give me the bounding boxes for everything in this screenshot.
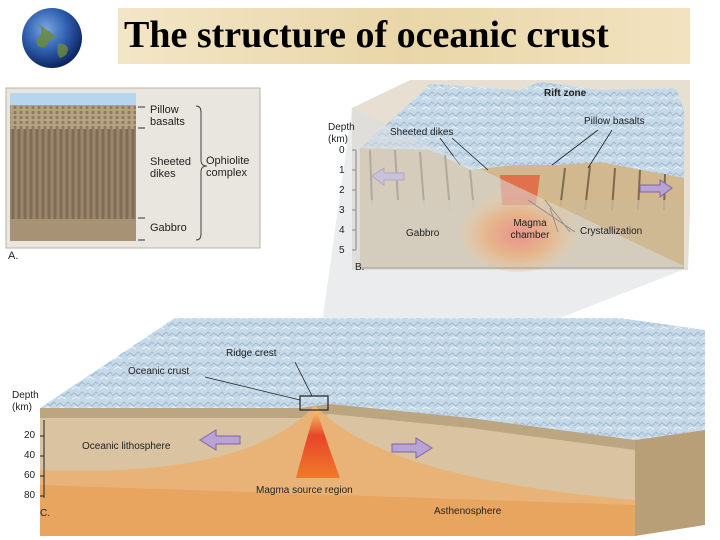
label-oceanic-crust: Oceanic crust bbox=[128, 366, 190, 377]
label-gabbro-b: Gabbro bbox=[406, 228, 440, 239]
label-sheeted-dikes-b: Sheeted dikes bbox=[390, 127, 454, 138]
globe-icon bbox=[22, 8, 82, 68]
label-pillow-basalts-b: Pillow basalts bbox=[584, 116, 645, 127]
panel-b-letter: B. bbox=[355, 262, 365, 273]
label-sheeted-dikes-a: Sheeted dikes bbox=[150, 156, 191, 180]
label-asthenosphere: Asthenosphere bbox=[434, 506, 502, 517]
label-rift-zone: Rift zone bbox=[544, 88, 587, 99]
depth-tick-b-5: 5 bbox=[339, 245, 345, 256]
gabbro-layer bbox=[10, 219, 136, 241]
label-pillow-basalts-a: Pillow basalts bbox=[150, 104, 185, 128]
sheeted-dike-layer bbox=[10, 129, 136, 219]
depth-tick-c-3: 80 bbox=[24, 490, 36, 501]
depth-tick-b-1: 1 bbox=[339, 165, 345, 176]
label-magma-source-region: Magma source region bbox=[256, 485, 353, 496]
block-side bbox=[635, 430, 705, 536]
depth-tick-b-4: 4 bbox=[339, 225, 345, 236]
depth-tick-b-0: 0 bbox=[339, 145, 345, 156]
label-crystallization: Crystallization bbox=[580, 226, 643, 237]
label-gabbro-a: Gabbro bbox=[150, 222, 187, 234]
label-depth-c: Depth (km) bbox=[12, 390, 39, 413]
pillow-basalt-layer bbox=[10, 105, 136, 129]
label-magma-chamber: Magma chamber bbox=[510, 218, 550, 241]
panel-a-letter: A. bbox=[8, 250, 19, 262]
depth-tick-b-2: 2 bbox=[339, 185, 345, 196]
depth-tick-b-3: 3 bbox=[339, 205, 345, 216]
depth-tick-c-0: 20 bbox=[24, 430, 36, 441]
depth-tick-c-2: 60 bbox=[24, 470, 36, 481]
label-oceanic-lithosphere: Oceanic lithosphere bbox=[82, 441, 171, 452]
label-ridge-crest: Ridge crest bbox=[226, 348, 277, 359]
depth-tick-c-1: 40 bbox=[24, 450, 36, 461]
ocean-layer bbox=[10, 93, 136, 105]
label-depth-b: Depth (km) bbox=[328, 122, 355, 145]
slide-title: The structure of oceanic crust bbox=[124, 14, 609, 56]
panel-c bbox=[40, 318, 705, 536]
panel-c-letter: C. bbox=[40, 508, 50, 519]
label-ophiolite-complex: Ophiolite complex bbox=[206, 155, 250, 179]
